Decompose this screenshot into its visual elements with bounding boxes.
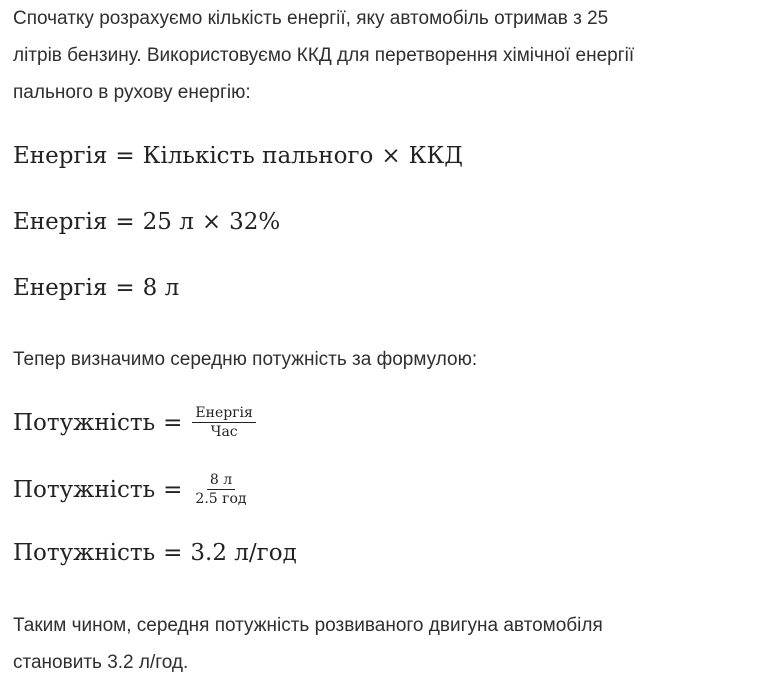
intro-paragraph [0,0,753,111]
eq4-numerator: Енергія [192,405,255,423]
eq1-equals: = [115,143,135,169]
eq3-equals: = [115,275,135,301]
eq3-rhs: 8 л [142,275,180,301]
eq6-equals: = [163,540,183,566]
equation-energy-formula [13,143,463,169]
equation-power-result [13,540,297,566]
eq1-times: × [381,143,401,169]
eq4-denominator: Час [210,424,238,440]
eq5-equals: = [163,476,183,503]
eq2-term-a: 25 л [142,209,194,235]
equation-power-substitution [13,472,250,507]
eq2-equals: = [115,209,135,235]
transition-text: Тепер визначимо середню потужність за формулою: [13,349,478,370]
eq2-lhs: Енергія [13,209,108,235]
eq3-lhs: Енергія [13,275,108,301]
equation-energy-substitution [13,209,280,235]
eq5-denominator: 2.5 год [195,491,247,507]
eq1-term-b: ККД [408,143,463,169]
eq5-numerator: 8 л [207,472,235,490]
eq1-term-a: Кількість пального [142,143,374,169]
equation-power-formula [13,405,256,440]
intro-line-3: пального в рухову енергію: [13,82,251,103]
eq2-term-b: 32% [229,209,281,235]
eq5-lhs: Потужність [13,476,156,503]
eq1-lhs: Енергія [13,143,108,169]
eq6-lhs: Потужність [13,540,156,566]
eq4-lhs: Потужність [13,409,156,436]
eq2-times: × [201,209,222,235]
eq6-rhs: 3.2 л/год [190,540,297,566]
conclusion-line-1: Таким чином, середня потужність розвиваного двигуна автомобіля [13,615,603,636]
intro-line-1: Спочатку розрахуємо кількість енергії, яку автомобіль отримав з 25 [13,8,609,29]
conclusion-paragraph [0,607,753,681]
eq5-fraction [192,472,249,507]
equation-energy-result [13,275,179,301]
eq4-equals: = [163,409,183,436]
conclusion-line-2: становить 3.2 л/год. [13,652,189,673]
intro-line-2: літрів бензину. Використовуємо ККД для перетворення хімічної енергії [13,45,635,66]
eq4-fraction [192,405,255,440]
